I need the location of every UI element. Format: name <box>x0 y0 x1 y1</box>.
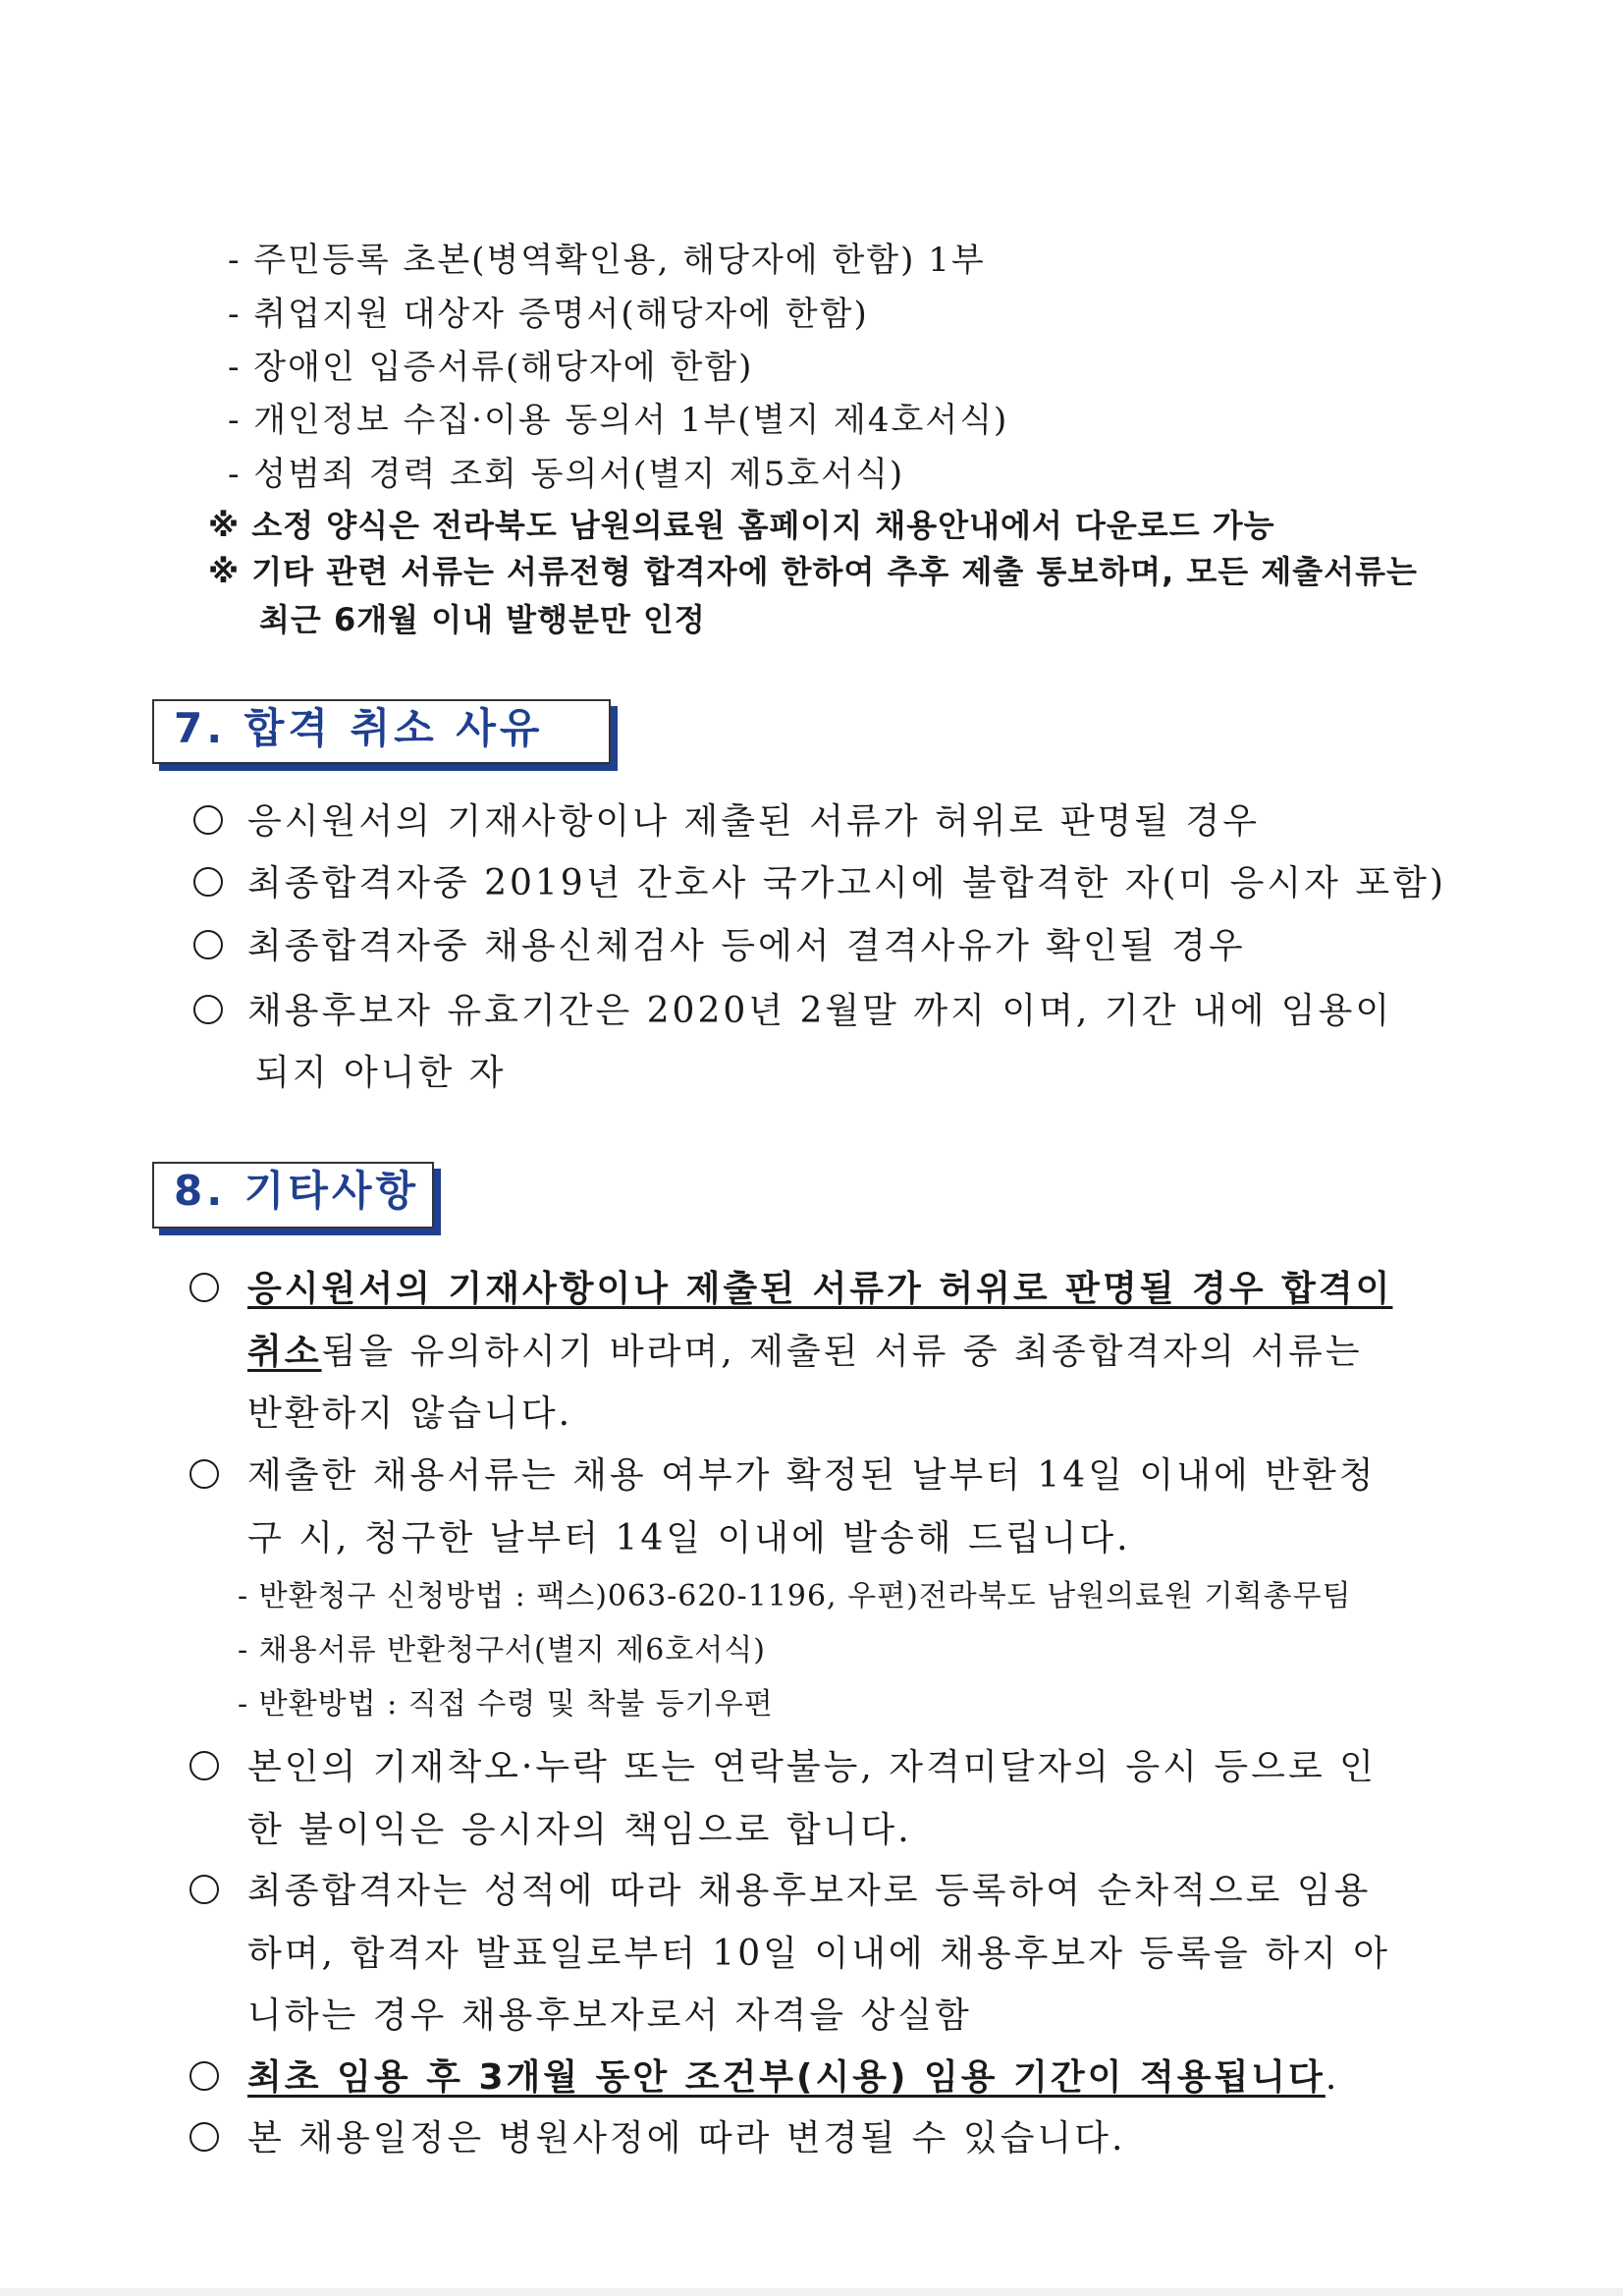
circle-bullet-icon <box>193 867 223 897</box>
section-8-heading <box>152 1162 434 1229</box>
section-7-heading <box>152 699 611 764</box>
section-8-item-4: 최종합격자는 성적에 따라 채용후보자로 등록하여 순차적으로 임용 <box>247 1871 1372 1911</box>
item5-emphasis: 최초 임용 후 3개월 동안 조건부(시용) 임용 기간이 적용됩니다 <box>247 2057 1325 2098</box>
section-8-title: 8. 기타사항 <box>174 1167 420 1215</box>
section-7-item: 채용후보자 유효기간은 2020년 2월말 까지 이며, 기간 내에 임용이 <box>247 991 1393 1031</box>
item5-period: . <box>1325 2057 1340 2098</box>
section-8-item-5 <box>247 2050 1339 2100</box>
required-doc-item: - 주민등록 초본(병역확인용, 해당자에 한함) 1부 <box>228 241 986 280</box>
section-7-item: 최종합격자중 채용신체검사 등에서 결격사유가 확인될 경우 <box>247 926 1246 966</box>
section-8-item-1 <box>247 1261 1392 1311</box>
section-7-title: 7. 합격 취소 사유 <box>174 704 544 752</box>
note-other-docs: ※ 기타 관련 서류는 서류전형 합격자에 한하여 추후 제출 통보하며, 모든 제출서류는 <box>208 553 1418 590</box>
section-8-sub-item: - 채용서류 반환청구서(별지 제6호서식) <box>238 1633 766 1667</box>
section-8-item-4-cont: 하며, 합격자 발표일로부터 10일 이내에 채용후보자 등록을 하지 아 <box>247 1934 1390 1974</box>
circle-bullet-icon <box>193 930 223 959</box>
section-8-item-1-cont <box>247 1324 1363 1374</box>
item1-emphasis: 응시원서의 기재사항이나 제출된 서류가 허위로 판명될 경우 합격이 <box>247 1269 1393 1309</box>
note-other-docs-cont: 최근 6개월 이내 발행분만 인정 <box>259 601 706 638</box>
circle-bullet-icon <box>189 1459 219 1489</box>
section-7-item-cont: 되지 아니한 자 <box>255 1053 507 1093</box>
section-8-item-1-cont: 반환하지 않습니다. <box>247 1394 573 1434</box>
required-doc-item: - 개인정보 수집·이용 동의서 1부(별지 제4호서식) <box>228 401 1009 440</box>
circle-bullet-icon <box>193 805 223 835</box>
circle-bullet-icon <box>189 1875 219 1904</box>
section-8-item-3: 본인의 기재착오·누락 또는 연락불능, 자격미달자의 응시 등으로 인 <box>247 1747 1377 1787</box>
section-8-item-2-cont: 구 시, 청구한 날부터 14일 이내에 발송해 드립니다. <box>247 1518 1131 1558</box>
circle-bullet-icon <box>189 2061 219 2091</box>
required-doc-item: - 성범죄 경력 조회 동의서(별지 제5호서식) <box>228 455 905 494</box>
circle-bullet-icon <box>189 2122 219 2152</box>
note-download: ※ 소정 양식은 전라북도 남원의료원 홈페이지 채용안내에서 다운로드 가능 <box>208 507 1275 544</box>
section-7-item: 응시원서의 기재사항이나 제출된 서류가 허위로 판명될 경우 <box>247 801 1261 842</box>
section-8-sub-item: - 반환방법 : 직접 수령 및 착불 등기우편 <box>238 1687 774 1722</box>
circle-bullet-icon <box>189 1273 219 1302</box>
section-7-item: 최종합격자중 2019년 간호사 국가고시에 불합격한 자(미 응시자 포함) <box>247 863 1446 903</box>
section-8-sub-item: - 반환청구 신청방법 : 팩스)063-620-1196, 우편)전라북도 남원의료원 기획총무팀 <box>238 1579 1352 1613</box>
required-doc-item: - 취업지원 대상자 증명서(해당자에 한함) <box>228 295 869 334</box>
circle-bullet-icon <box>193 995 223 1024</box>
section-8-item-6: 본 채용일정은 병원사정에 따라 변경될 수 있습니다. <box>247 2118 1126 2159</box>
section-8-item-3-cont: 한 불이익은 응시자의 책임으로 합니다. <box>247 1810 912 1850</box>
section-8-item-2: 제출한 채용서류는 채용 여부가 확정된 날부터 14일 이내에 반환청 <box>247 1455 1377 1496</box>
item1-emphasis-end: 취소 <box>247 1332 322 1372</box>
page-bottom-edge <box>0 2288 1623 2296</box>
required-doc-item: - 장애인 입증서류(해당자에 한함) <box>228 348 754 387</box>
circle-bullet-icon <box>189 1751 219 1780</box>
item1-rest: 됨을 유의하시기 바라며, 제출된 서류 중 최종합격자의 서류는 <box>321 1332 1363 1372</box>
section-8-item-4-cont: 니하는 경우 채용후보자로서 자격을 상실함 <box>247 1995 972 2036</box>
